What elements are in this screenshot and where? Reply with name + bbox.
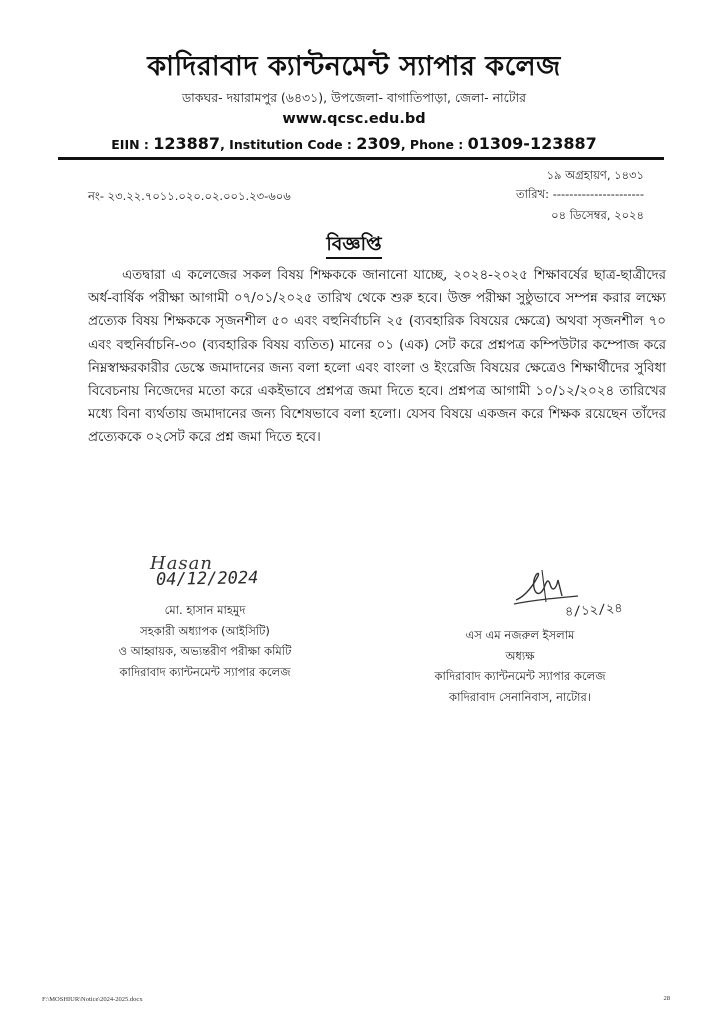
right-signatory-designation: অধ্যক্ষ — [505, 648, 535, 663]
left-signatory-name: মো. হাসান মাহমুদ — [164, 603, 246, 617]
notice-title-wrap — [0, 230, 708, 262]
institution-id-line — [0, 134, 708, 153]
bangla-calendar-date: ১৯ অগ্রহায়ণ, ১৪৩১ — [546, 168, 644, 182]
gregorian-date: ০৪ ডিসেম্বর, ২০২৪ — [551, 208, 644, 222]
footer-page-number: 28 — [663, 995, 670, 1002]
right-signatory-block — [370, 625, 670, 707]
notice-title: বিজ্ঞপ্তি — [326, 233, 381, 259]
right-signatory-institution: কাদিরাবাদ ক্যান্টনমেন্ট স্যাপার কলেজ — [434, 669, 606, 683]
right-handwritten-date: ৪/১২/২৪ — [564, 601, 624, 621]
right-signatory-name: এস এম নজরুল ইসলাম — [465, 628, 575, 642]
footer-file-path: F:\MOSHIUR\Notice\2024-2025.docx — [42, 996, 143, 1003]
inst-code-value: 2309 — [356, 134, 401, 153]
left-handwritten-date: 04/12/2024 — [155, 568, 259, 590]
college-address: ডাকঘর- দয়ারামপুর (৬৪৩১), উপজেলা- বাগাতিপাড়া, জেলা- নাটোর — [181, 90, 527, 105]
notice-body: এতদ্বারা এ কলেজের সকল বিষয় শিক্ষককে জানানো যাচ্ছে, ২০২৪-২০২৫ শিক্ষাবর্ষের ছাত্র-ছাত্রীদের অর্ধ-বার্ষিক পরীক্ষা আগামী ০৭/০১/২০২৫ তারিখ থেকে শুরু হবে। উক্ত পরীক্ষা সুষ্ঠুভাবে সম্পন্ন করার লক্ষ্যে প্রত্যেক বিষয় শিক্ষককে সৃজনশীল ৫০ এবং বহুনির্বাচনি ২৫ (ব্যবহারিক বিষয়ের ক্ষেত্রে) অথবা সৃজনশীল ৭০ এবং বহুনির্বাচনি-৩০ (ব্যবহারিক বিষয় ব্যতিত) মানের ০১ (এক) সেট করে প্রশ্নপত্র কম্পিউটার কম্পোজ করে নিম্নস্বাক্ষরকারীর ডেস্কে জমাদানের জন্য বলা হলো এবং বাংলা ও ইংরেজি বিষয়ের ক্ষেত্রেও শিক্ষার্থীদের সুবিধা বিবেচনায় নিজেদের মতো করে একইভাবে প্রশ্নপত্র জমা দিতে হবে। প্রশ্নপত্র আগামী ১০/১২/২০২৪ তারিখের মধ্যে বিনা ব্যর্থতায় জমাদানের জন্য বিশেষভাবে বলা হলো। যেসব বিষয়ে একজন করে শিক্ষক রয়েছেন তাঁদের প্রত্যেককে ০২সেট করে প্রশ্ন জমা দিতে হবে। — [88, 268, 666, 446]
left-signatory-institution: কাদিরাবাদ ক্যান্টনমেন্ট স্যাপার কলেজ — [119, 664, 291, 679]
college-name: কাদিরাবাদ ক্যান্টনমেন্ট স্যাপার কলেজ — [147, 51, 561, 82]
phone-value: 01309-123887 — [467, 134, 597, 153]
left-signatory-designation: সহকারী অধ্যাপক (আইসিটি) — [140, 623, 270, 638]
left-signatory-block — [60, 600, 350, 682]
left-signatory-role: ও আহ্বায়ক, অভ্যন্তরীণ পরীক্ষা কমিটি — [118, 644, 292, 658]
inst-code-label: , Institution Code : — [220, 137, 357, 152]
memo-number: নং- ২৩.২২.৭০১১.০২০.০২.০০১.২৩-৬০৬ — [88, 189, 291, 203]
college-website: www.qcsc.edu.bd — [282, 111, 426, 127]
date-label: তারিখ: ---------------------- — [516, 187, 644, 201]
phone-label: , Phone : — [400, 137, 468, 152]
header-divider — [58, 157, 664, 160]
right-signatory-location: কাদিরাবাদ সেনানিবাস, নাটোর। — [449, 689, 591, 704]
left-signature: Hasan — [150, 553, 213, 574]
eiin-value: 123887 — [153, 134, 221, 153]
eiin-label: EIIN : — [111, 137, 154, 152]
